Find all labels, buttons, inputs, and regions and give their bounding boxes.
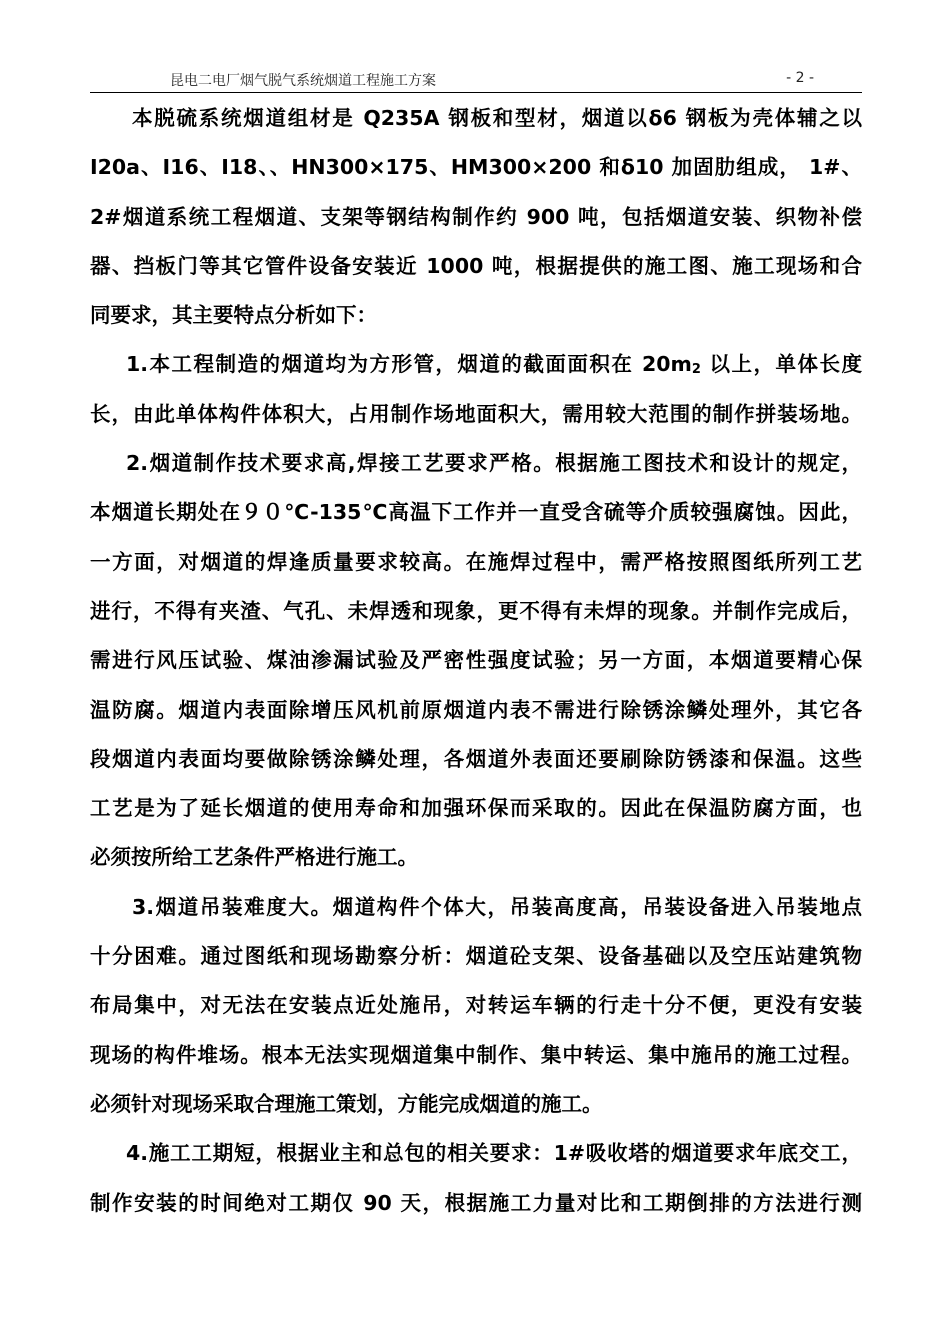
text-line [90,340,862,389]
text-line: 需进行风压试验、煤油渗漏试验及严密性强度试验；另一方面，本烟道要精心保 [90,648,862,673]
page-number: - 2 - [786,70,814,86]
text-line: 2#烟道系统工程烟道、支架等钢结构制作约 900 吨，包括烟道安装、织物补偿 [90,204,862,229]
text-line: 现场的构件堆场。根本无法实现烟道集中制作、集中转运、集中施吊的施工过程。 [90,1042,862,1067]
text-line: 必须按所给工艺条件严格进行施工。 [90,845,418,870]
text-line: 十分困难。通过图纸和现场勘察分析：烟道砼支架、设备基础以及空压站建筑物 [90,944,862,969]
text-line: 一方面，对烟道的焊逢质量要求较高。在施焊过程中，需严格按照图纸所列工艺 [90,549,862,574]
text-line: 2.烟道制作技术要求高,焊接工艺要求严格。根据施工图技术和设计的规定， [126,451,862,476]
text-line: 3.烟道吊装难度大。烟道构件个体大，吊装高度高，吊装设备进入吊装地点 [132,894,862,919]
text-line: 进行，不得有夹渣、气孔、未焊透和现象，更不得有未焊的现象。并制作完成后， [90,598,862,623]
text-line: 工艺是为了延长烟道的使用寿命和加强环保而采取的。因此在保温防腐方面，也 [90,796,862,821]
text-line: 温防腐。烟道内表面除增压风机前原烟道内表不需进行除锈涂鳞处理外，其它各 [90,697,862,722]
text-segment: 1.本工程制造的烟道均为方形管，烟道的截面面积在 20m [126,352,692,377]
text-line: 器、挡板门等其它管件设备安装近 1000 吨，根据提供的施工图、施工现场和合 [90,253,862,278]
text-line: 布局集中，对无法在安装点近处施吊，对转运车辆的行走十分不便，更没有安装 [90,993,862,1018]
text-line: 本脱硫系统烟道组材是 Q235A 钢板和型材，烟道以δ6 钢板为壳体辅之以 [132,106,862,130]
header-title: 昆电二电厂烟气脱气系统烟道工程施工方案 [170,73,436,89]
subscript: 2 [691,362,701,378]
text-line: 必须针对现场采取合理施工策划，方能完成烟道的施工。 [90,1091,603,1116]
text-line: 本烟道长期处在９０℃-135℃高温下工作并一直受含硫等介质较强腐蚀。因此， [90,500,862,525]
page-header [90,66,862,93]
text-line: I20a、I16、I18、、HN300×175、HM300×200 和δ10 加固肋组成， 1#、 [90,155,862,180]
text-line: 4.施工工期短，根据业主和总包的相关要求：1#吸收塔的烟道要求年底交工， [126,1141,862,1166]
text-line: 制作安装的时间绝对工期仅 90 天，根据施工力量对比和工期倒排的方法进行测 [90,1190,862,1215]
text-line: 同要求，其主要特点分析如下： [90,303,377,328]
body-text [90,94,862,1228]
text-line: 长，由此单体构件体积大，占用制作场地面积大，需用较大范围的制作拼装场地。 [90,401,862,426]
text-line: 段烟道内表面均要做除锈涂鳞处理，各烟道外表面还要刷除防锈漆和保温。这些 [90,746,862,771]
text-segment: 以上，单体长度 [700,352,862,377]
